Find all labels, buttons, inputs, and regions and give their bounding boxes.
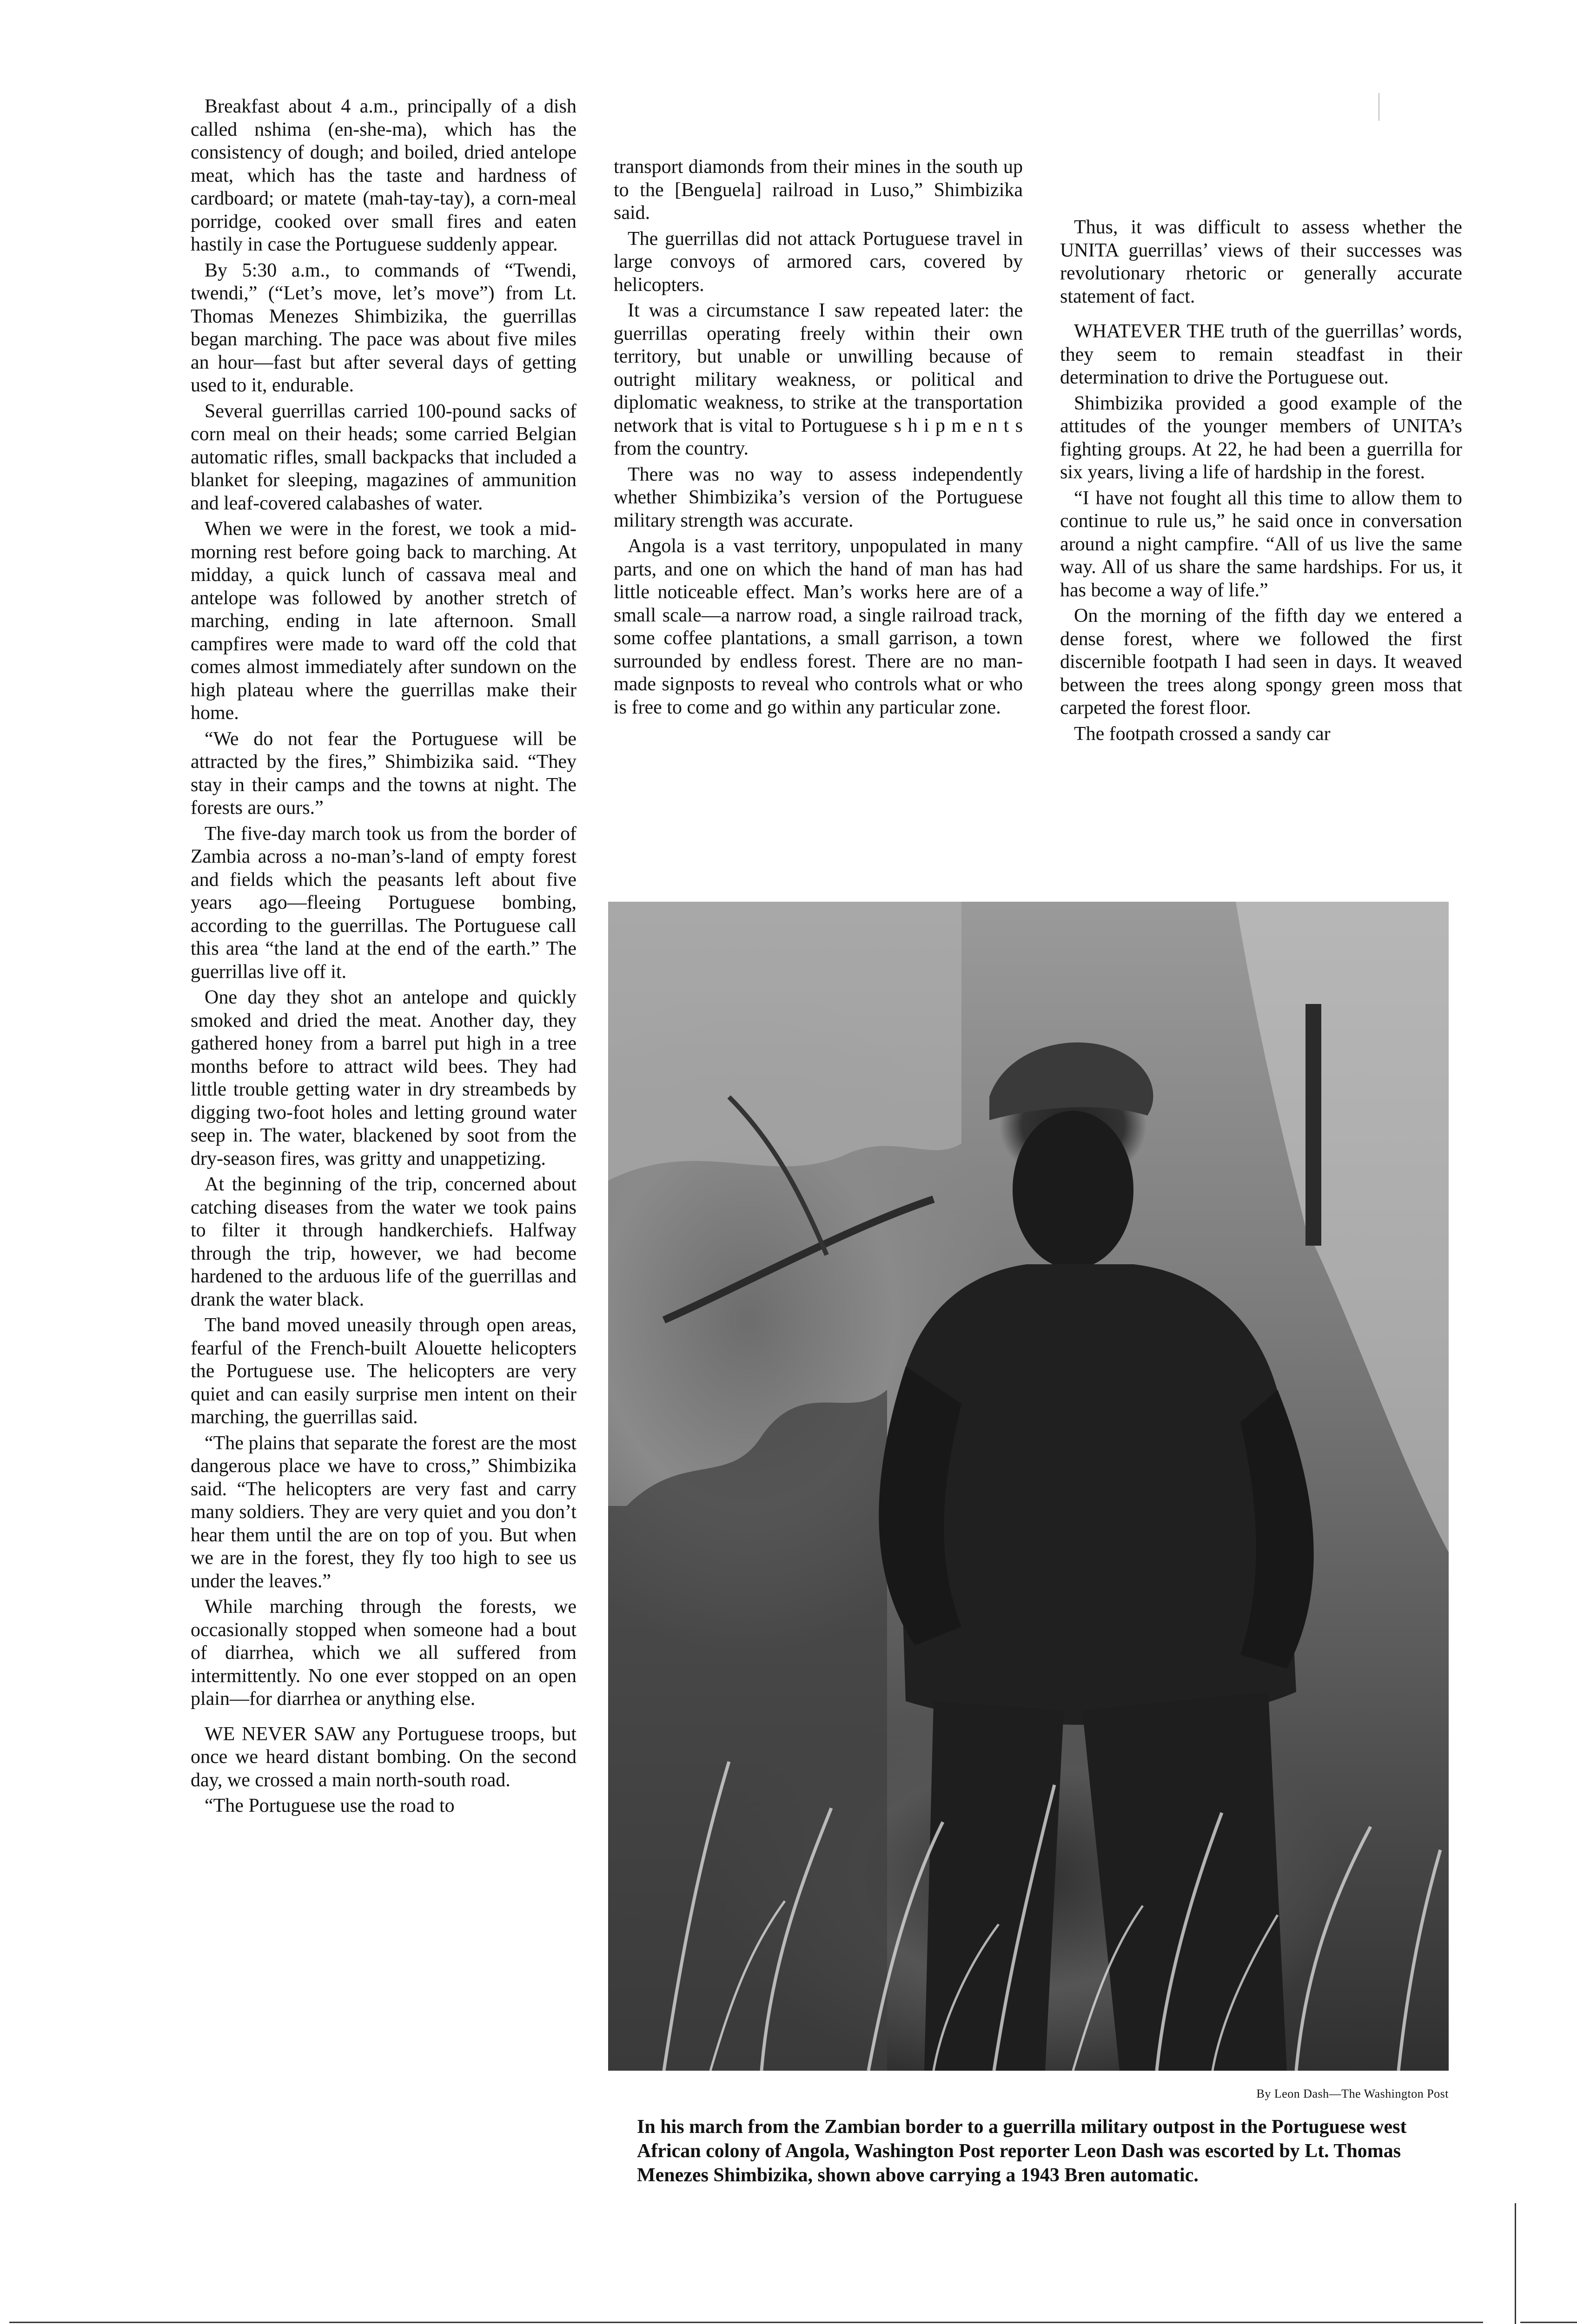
paragraph: “The Portuguese use the road to [205,1795,455,1816]
paragraph: At the beginning of the trip, concerned about catching diseases from the water we took pains to filter it through handkerchiefs. Halfway through the trip, however, we had become hardened to the arduous life of the guerrillas and drank the water black. [191,1174,576,1310]
bottom-rule [9,2322,1483,2323]
paragraph: Breakfast about 4 a.m., principally of a dish called nshima (en-she-ma), which has the consistency of dough; and boiled, dried antelope meat, which has the taste and hardness of cardboard; or matete (mah-tay-tay), a corn-meal porridge, cooked over small fires and eaten hastily in case the Portuguese suddenly appear. [191,96,576,255]
subhead-paragraph: WE NEVER SAW any Portuguese troops, but once we heard distant bombing. On the second day, we crossed a main north-south road. [191,1723,576,1791]
paragraph: “I have not fought all this time to allow them to continue to rule us,” he said once in conversation around a night campfire. “All of us live the same way. All of us share the same hardships. For us, it has become a way of life.” [1060,487,1462,601]
paragraph: While marching through the forests, we occasionally stopped when someone had a bout of diarrhea, which we all suffered from intermittently. No one ever stopped on an open plain—for diarrhea or anything else. [191,1596,576,1710]
paragraph: Thus, it was difficult to assess whether the UNITA guerrillas’ views of their successes was revolutionary rhetoric or generally accurate statement of fact. [1060,217,1462,307]
paragraph: Angola is a vast territory, unpopulated in many parts, and one on which the hand of man has had little noticeable effect. Man’s works here are of a small scale—a narrow road, a single railroad track, some coffee plantations, a small garrison, a town surrounded by endless forest. There are no man-made signposts to reveal who controls what or who is free to come and go within any particular zone. [614,535,1023,718]
photo-caption: In his march from the Zambian border to a guerrilla military outpost in the Portuguese west African colony of Angola, Washington Post reporter Leon Dash was escorted by Lt. Thomas Menezes Shimbizika, shown above carrying a 1943 Bren automatic. [637,2116,1407,2186]
paragraph: Several guerrillas carried 100-pound sacks of corn meal on their heads; some carried Belgian automatic rifles, small backpacks that included a blanket for sleeping, magazines of ammunition and leaf-covered calabashes of water. [191,400,576,514]
margin-tick [1378,93,1379,121]
paragraph: The five-day march took us from the border of Zambia across a no-man’s-land of empty forest and fields which the peasants left about five years ago—fleeing Portuguese bombing, according to the guerrillas. The Portuguese call this area “the land at the end of the earth.” The guerrillas live off it. [191,823,576,983]
paragraph: “The plains that separate the forest are the most dangerous place we have to cross,” Shimbizika said. “The helicopters are very fast and carry many soldiers. They are very quiet and you don’t hear them until the are on top of you. But when we are in the forest, they fly too high to see us under the leaves.” [191,1432,577,1592]
article-column-3 [1060,216,1462,748]
paragraph: transport diamonds from their mines in the south up to the [Benguela] railroad in Luso,” Shimbizika said. [614,156,1023,224]
photo-illustration [608,902,1449,2071]
paragraph: There was no way to assess independently whether Shimbizika’s version of the Portuguese military strength was accurate. [614,463,1023,531]
paragraph: One day they shot an antelope and quickly smoked and dried the meat. Another day, they gathered honey from a barrel put high in a tree months before to attract wild bees. They had little trouble getting water in dry streambeds by digging two-foot holes and letting ground water seep in. The water, blackened by soot from the dry-season fires, was gritty and unappetizing. [191,987,576,1169]
article-column-1 [191,95,576,1821]
paragraph: “We do not fear the Portuguese will be attracted by the fires,” Shimbizika said. “They stay in their camps and the towns at night. The forests are ours.” [191,728,576,819]
paragraph: It was a circumstance I saw repeated later: the guerrillas operating freely within their own territory, but unable or unwilling because of outright military weakness, or political and diplomatic weakness, to strike at the transportation network that is vital to Portuguese s h i p m e n t s from the country. [614,300,1023,459]
paragraph: On the morning of the fifth day we entered a dense forest, where we followed the first discernible footpath I had seen in days. It weaved between the trees along spongy green moss that carpeted the forest floor. [1060,605,1462,719]
photo-credit: By Leon Dash—The Washington Post [1256,2087,1449,2100]
vertical-rule [1515,2203,1516,2324]
paragraph: When we were in the forest, we took a mid-morning rest before going back to marching. At midday, a quick lunch of cassava meal and antelope was followed by another stretch of marching, ending in late afternoon. Small campfires were made to ward off the cold that comes almost immediately after sundown on the high plateau where the guerrillas make their home. [191,518,576,724]
bottom-rule-right [1520,2322,1577,2323]
guerrilla-photo [608,902,1449,2071]
article-column-2 [614,156,1023,722]
paragraph: The guerrillas did not attack Portuguese travel in large convoys of armored cars, covered by helicopters. [614,228,1023,296]
paragraph: By 5:30 a.m., to commands of “Twendi, twendi,” (“Let’s move, let’s move”) from Lt. Thomas Menezes Shimbizika, the guerrillas began marching. The pace was about five miles an hour—fast but after several days of getting used to it, endurable. [191,259,576,396]
paragraph: The band moved uneasily through open areas, fearful of the French-built Alouette helicopters the Portuguese use. The helicopters are very quiet and can easily surprise men intent on their marching, the guerrillas said. [191,1314,576,1428]
paragraph: Shimbizika provided a good example of the attitudes of the younger members of UNITA’s fighting groups. At 22, he had been a guerrilla for six years, living a life of hardship in the forest. [1060,392,1462,483]
paragraph: The footpath crossed a sandy car [1074,723,1331,745]
subhead-paragraph: WHATEVER THE truth of the guerrillas’ words, they seem to remain steadfast in their determination to drive the Portuguese out. [1060,321,1462,388]
